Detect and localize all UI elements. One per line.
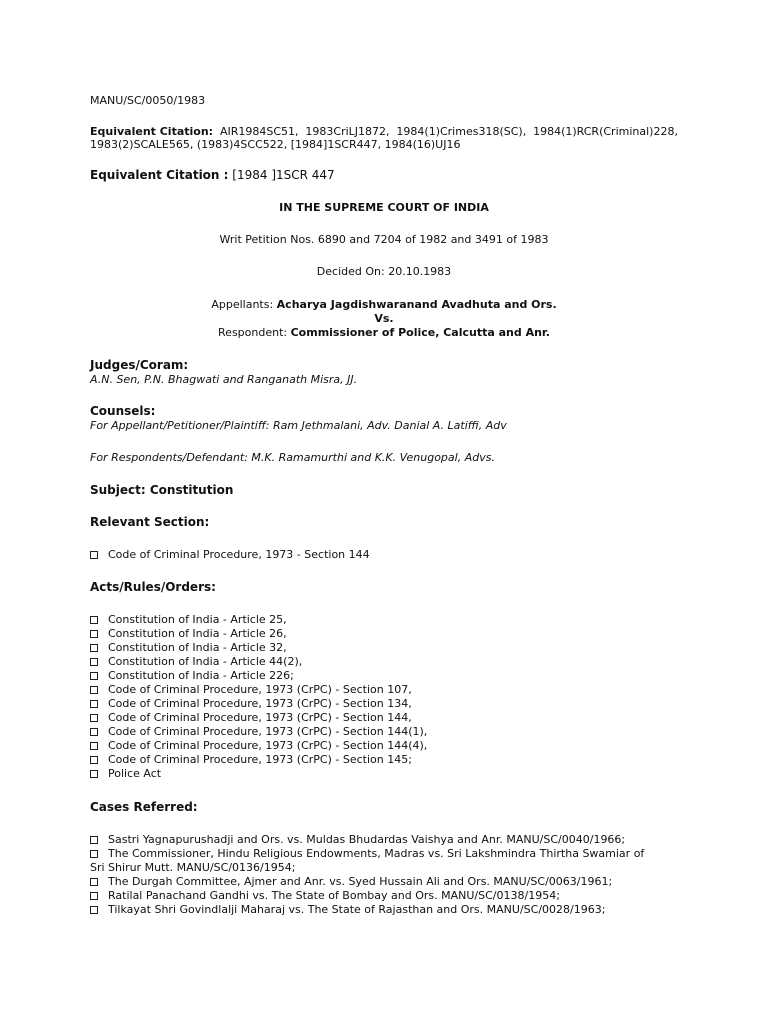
list-item: Police Act <box>90 767 690 781</box>
subject: Subject: Constitution <box>90 483 234 497</box>
list-item: Tilkayat Shri Govindlalji Maharaj vs. The State of Rajasthan and Ors. MANU/SC/0028/1963; <box>90 903 690 917</box>
relevant-section-list <box>90 548 690 562</box>
checkbox-icon <box>90 836 98 844</box>
petition-numbers: Writ Petition Nos. 6890 and 7204 of 1982 and 3491 of 1983 <box>219 233 549 246</box>
relevant-section-heading: Relevant Section: <box>90 515 210 529</box>
respondent-label: Respondent: <box>218 326 288 339</box>
appellants-name: Acharya Jagdishwaranand Avadhuta and Ors. <box>276 298 557 311</box>
list-item: Constitution of India - Article 26, <box>90 627 690 641</box>
list-item: The Durgah Committee, Ajmer and Anr. vs. Syed Hussain Ali and Ors. MANU/SC/0063/1961; <box>90 875 690 889</box>
cases-heading: Cases Referred: <box>90 800 198 814</box>
respondent-line <box>0 326 768 340</box>
list-item: Constitution of India - Article 32, <box>90 641 690 655</box>
checkbox-icon <box>90 630 98 638</box>
counsel-respondent: For Respondents/Defendant: M.K. Ramamurthi and K.K. Venugopal, Advs. <box>90 451 495 464</box>
equivalent-citation-2 <box>90 168 335 182</box>
checkbox-icon <box>90 878 98 886</box>
checkbox-icon <box>90 850 98 858</box>
acts-list <box>90 613 690 781</box>
checkbox-icon <box>90 728 98 736</box>
checkbox-icon <box>90 756 98 764</box>
checkbox-icon <box>90 770 98 778</box>
court-name: IN THE SUPREME COURT OF INDIA <box>279 201 489 214</box>
citation-item: 1984(1)RCR(Criminal)228, <box>533 125 678 138</box>
appellants-line <box>0 298 768 312</box>
checkbox-icon <box>90 616 98 624</box>
manu-id: MANU/SC/0050/1983 <box>90 94 206 107</box>
list-item: Code of Criminal Procedure, 1973 (CrPC) - Section 144, <box>90 711 690 725</box>
checkbox-icon <box>90 906 98 914</box>
judges-list: A.N. Sen, P.N. Bhagwati and Ranganath Misra, JJ. <box>90 373 358 386</box>
checkbox-icon <box>90 672 98 680</box>
equivalent-citation-row2: 1983(2)SCALE565, (1983)4SCC522, [1984]1SCR447, 1984(16)UJ16 <box>90 138 461 151</box>
list-item: Code of Criminal Procedure, 1973 (CrPC) - Section 134, <box>90 697 690 711</box>
equivalent-citation-2-label: Equivalent Citation : <box>90 168 229 182</box>
list-item: Constitution of India - Article 25, <box>90 613 690 627</box>
citation-item: AIR1984SC51, <box>219 125 299 138</box>
appellants-label: Appellants: <box>211 298 274 311</box>
checkbox-icon <box>90 700 98 708</box>
judges-heading: Judges/Coram: <box>90 358 189 372</box>
equivalent-citation-2-value: [1984 ]1SCR 447 <box>232 168 335 182</box>
citation-item: 1984(1)Crimes318(SC), <box>396 125 527 138</box>
respondent-name: Commissioner of Police, Calcutta and Anr. <box>290 326 550 339</box>
versus: Vs. <box>374 312 394 325</box>
decided-on: Decided On: 20.10.1983 <box>316 265 452 278</box>
citation-item: 1983CriLJ1872, <box>305 125 390 138</box>
checkbox-icon <box>90 644 98 652</box>
list-item: Code of Criminal Procedure, 1973 (CrPC) - Section 144(1), <box>90 725 690 739</box>
list-item: Sastri Yagnapurushadji and Ors. vs. Muldas Bhudardas Vaishya and Anr. MANU/SC/0040/1966; <box>90 833 690 847</box>
list-item: Code of Criminal Procedure, 1973 (CrPC) - Section 107, <box>90 683 690 697</box>
list-item: Constitution of India - Article 226; <box>90 669 690 683</box>
checkbox-icon <box>90 742 98 750</box>
acts-heading: Acts/Rules/Orders: <box>90 580 216 594</box>
list-item: Code of Criminal Procedure, 1973 (CrPC) - Section 145; <box>90 753 690 767</box>
list-item: The Commissioner, Hindu Religious Endowments, Madras vs. Sri Lakshmindra Thirtha Swamiar of Sri Shirur Mutt. MANU/SC/0136/1954; <box>90 847 645 874</box>
list-item: Ratilal Panachand Gandhi vs. The State of Bombay and Ors. MANU/SC/0138/1954; <box>90 889 690 903</box>
counsels-heading: Counsels: <box>90 404 156 418</box>
checkbox-icon <box>90 686 98 694</box>
equivalent-citation-label: Equivalent Citation: <box>90 125 214 138</box>
checkbox-icon <box>90 551 98 559</box>
checkbox-icon <box>90 892 98 900</box>
list-item: Constitution of India - Article 44(2), <box>90 655 690 669</box>
list-item: Code of Criminal Procedure, 1973 (CrPC) - Section 144(4), <box>90 739 690 753</box>
cases-list <box>90 833 690 917</box>
checkbox-icon <box>90 714 98 722</box>
equivalent-citation-row1 <box>90 125 678 139</box>
checkbox-icon <box>90 658 98 666</box>
counsel-appellant: For Appellant/Petitioner/Plaintiff: Ram Jethmalani, Adv. Danial A. Latiffi, Adv <box>90 419 507 432</box>
list-item: Code of Criminal Procedure, 1973 - Section 144 <box>90 548 690 562</box>
